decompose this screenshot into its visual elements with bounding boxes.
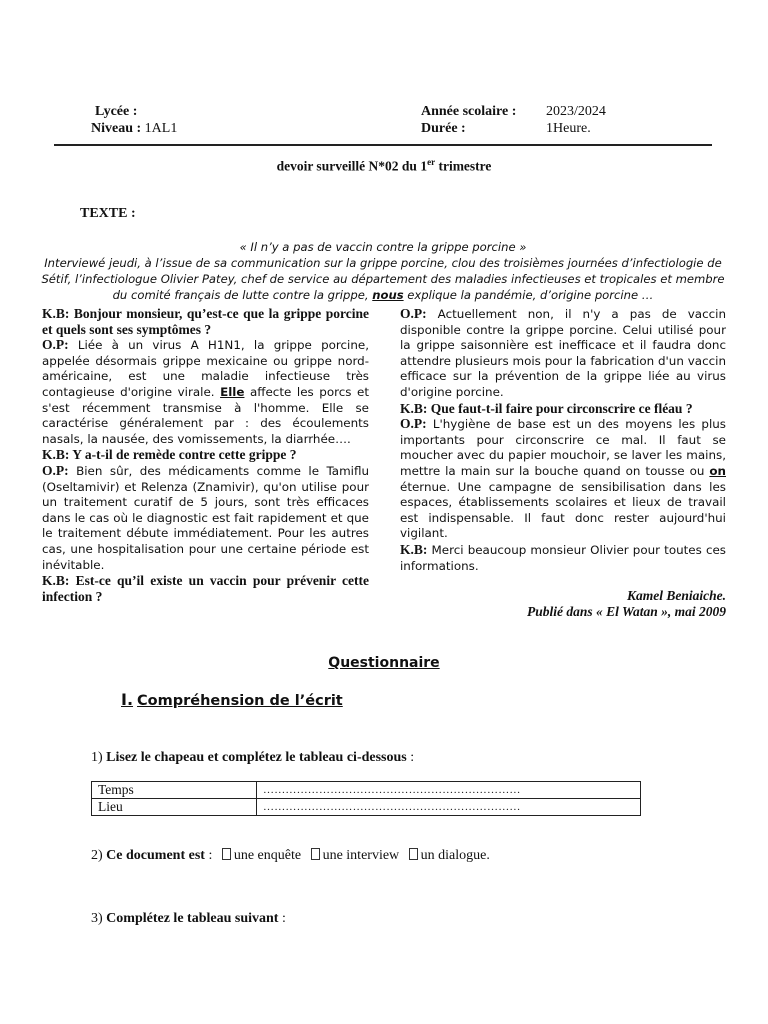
niveau-row [91, 120, 177, 137]
question-1: 1) Lisez le chapeau et complétez le tableau ci-dessous : [91, 750, 415, 765]
table-row [92, 799, 641, 816]
interview-column-left [42, 306, 369, 604]
underlined-word: nous [372, 288, 404, 302]
chapeau-title: « Il n’y a pas de vaccin contre la grippe porcine » [239, 240, 527, 254]
niveau-label: Niveau : [91, 121, 142, 136]
answer-field[interactable]: …………………………………………………………… [257, 799, 641, 816]
checkbox[interactable] [409, 848, 418, 860]
interview-answer: O.P: Liée à un virus A H1N1, la grippe porcine, appelée désormais grippe mexicaine ou grippe nord-américaine, est une maladie infectieuse très contagieuse d'origine virale. Elle affecte les porcs et s'est récemment transmise à l'homme. Elle se caractérise généralement par : des écoulements nasals, la nausée, des vomissements, la diarrhée…. [42, 337, 369, 446]
answer-table [91, 781, 641, 816]
page-title: devoir surveillé N*02 du 1er trimestre [276, 157, 492, 174]
section-number: I. [121, 690, 134, 709]
interview-answer: O.P: Bien sûr, des médicaments comme le Tamiflu (Oseltamivir) et Relenza (Znamivir), qu'on utilise pour un traitement curatif de 5 jours, sont très efficaces dans le cas où le diagnostic est fait rapidement et que le traitement débute immédiatement. Pour les autres cas, une hospitalisation pour une certaine période est inévitable. [42, 462, 369, 572]
table-cell-label: Lieu [92, 799, 257, 816]
option-label: un dialogue. [420, 848, 490, 863]
checkbox[interactable] [311, 848, 320, 860]
interview-closing: K.B: Merci beaucoup monsieur Olivier pour toutes ces informations. [400, 541, 726, 573]
interview-question: K.B: Que faut-t-il faire pour circonscrire ce fléau ? [400, 400, 693, 416]
interview-answer: O.P: Actuellement non, il n'y a pas de vaccin disponible contre la grippe porcine. Celui utilisé pour la grippe saisonnière est inefficace et il faudra donc attendre plusieurs mois pour la fabrication d'un vaccin efficace sur la prévention de la grippe liée au virus d'origine porcine. [400, 306, 726, 399]
signature [527, 588, 726, 620]
header-divider [54, 144, 712, 146]
source: Publié dans « El Watan », mai 2009 [526, 604, 726, 619]
question-3: 3) Complétez le tableau suivant : [91, 911, 286, 926]
annee-value: 2023/2024 [546, 104, 606, 119]
underlined-word: on [709, 463, 726, 478]
texte-label: TEXTE : [80, 206, 136, 221]
annee-label: Année scolaire : [421, 104, 517, 119]
answer-field[interactable]: …………………………………………………………… [257, 782, 641, 799]
interview-question: K.B: Y a-t-il de remède contre cette grippe ? [42, 447, 297, 463]
underlined-word: Elle [220, 384, 245, 399]
checkbox[interactable] [222, 848, 231, 860]
interview-question: K.B: Est-ce qu’il existe un vaccin pour prévenir cette infection ? [42, 573, 369, 604]
chapeau-line: Sétif, l’infectiologue Olivier Patey, chef de service au département des maladies infectieuses et tropicales et membre [41, 272, 725, 286]
author: Kamel Beniaiche. [627, 588, 726, 603]
section-heading [121, 690, 343, 709]
table-cell-label: Temps [92, 782, 257, 799]
option-label: une interview [322, 848, 400, 863]
niveau-value: 1AL1 [144, 121, 178, 136]
lycee-label: Lycée : [95, 104, 138, 119]
interview-question: K.B: Bonjour monsieur, qu’est-ce que la grippe porcine et quels sont ses symptômes ? [42, 306, 369, 337]
questionnaire-title: Questionnaire [328, 655, 440, 671]
table-row [92, 782, 641, 799]
chapeau [40, 239, 726, 303]
chapeau-line: du comité français de lutte contre la grippe, nous explique la pandémie, d’origine porcine … [112, 288, 654, 302]
duree-label: Durée : [421, 121, 466, 136]
interview-answer: O.P: L'hygiène de base est un des moyens les plus importants pour circonscrire ce mal. Il faut se moucher avec du papier mouchoir, se laver les mains, mettre la main sur la bouche quand on tousse ou on éternue. Une campagne de sensibilisation dans les espaces, établissements scolaires et lieux de travail est indispensable. Il faut donc rester aujourd'hui vigilant. [400, 416, 726, 541]
chapeau-line: Interviewé jeudi, à l’issue de sa communication sur la grippe porcine, clou des troisièmes journées d’infectiologie de [44, 256, 722, 270]
option-label: une enquête [233, 848, 302, 863]
duree-value: 1Heure. [546, 121, 591, 136]
question-2: 2) Ce document est : une enquête une interview un dialogue. [91, 848, 490, 863]
interview-column-right [400, 306, 726, 574]
section-label: Compréhension de l’écrit [137, 693, 343, 709]
